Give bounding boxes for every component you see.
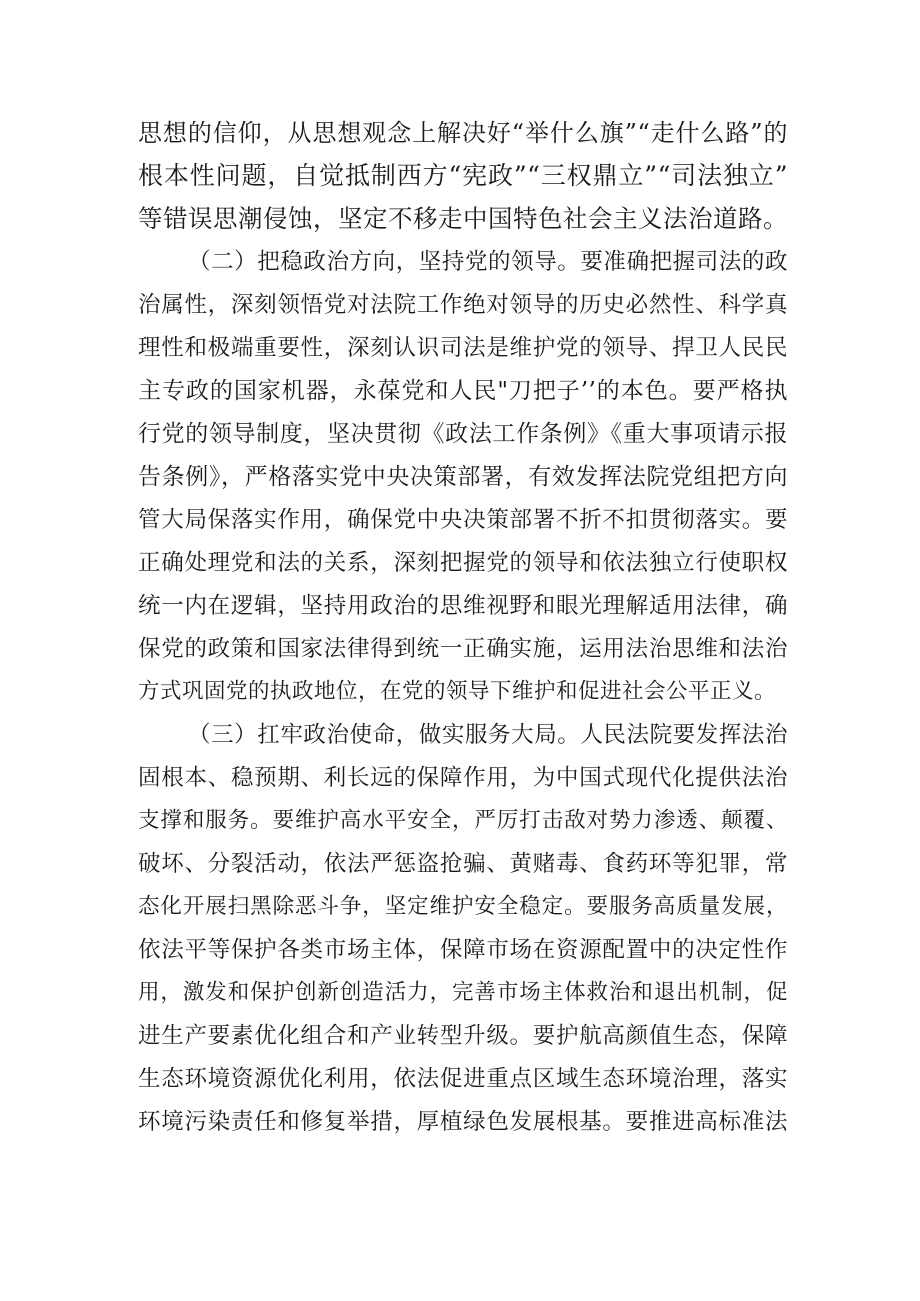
- text-line-9: 告条例》，严格落实党中央决策部署，有效发挥法院党组把方向: [138, 464, 788, 490]
- text-line-3: 等错误思潮侵蚀，坚定不移走中国特色社会主义法治道路。: [138, 204, 788, 233]
- text-line-18: 破坏、分裂活动，依法严惩盗抢骗、黄赌毒、食药环等犯罪，常: [138, 851, 788, 877]
- text-line-2: 根本性问题，自觉抵制西方“宪政”“三权鼎立”“司法独立”: [138, 161, 788, 190]
- text-line-13: 保党的政策和国家法律得到统一正确实施，运用法治思维和法治: [138, 636, 788, 662]
- text-line-21: 用，激发和保护创新创造活力，完善市场主体救治和退出机制，促: [138, 980, 788, 1005]
- text-line-5: 治属性，深刻领悟党对法院工作绝对领导的历史必然性、科学真: [138, 292, 788, 318]
- text-line-12: 统一内在逻辑，坚持用政治的思维视野和眼光理解适用法律，确: [138, 593, 788, 619]
- text-line-22: 进生产要素优化组合和产业转型升级。要护航高颜值生态，保障: [138, 1023, 788, 1049]
- text-line-17: 支撑和服务。要维护高水平安全，严厉打击敌对势力渗透、颠覆、: [138, 808, 788, 833]
- text-line-6: 理性和极端重要性，深刻认识司法是维护党的领导、捍卫人民民: [138, 335, 788, 361]
- text-line-11: 正确处理党和法的关系，深刻把握党的领导和依法独立行使职权: [138, 550, 788, 576]
- text-line-14: 方式巩固党的执政地位，在党的领导下维护和促进社会公平正义。: [138, 679, 777, 704]
- text-line-4: （二）把稳政治方向，坚持党的领导。要准确把握司法的政: [188, 249, 788, 275]
- text-line-20: 依法平等保护各类市场主体，保障市场在资源配置中的决定性作: [138, 937, 788, 963]
- text-line-24: 环境污染责任和修复举措，厚植绿色发展根基。要推进高标准法: [138, 1109, 788, 1135]
- text-line-10: 管大局保落实作用，确保党中央决策部署不折不扣贯彻落实。要: [138, 507, 788, 533]
- text-line-8: 行党的领导制度，坚决贯彻《政法工作条例》《重大事项请示报: [138, 421, 788, 447]
- text-line-15: （三）扛牢政治使命，做实服务大局。人民法院要发挥法治: [188, 722, 788, 748]
- text-line-19: 态化开展扫黑除恶斗争，坚定维护安全稳定。要服务高质量发展，: [138, 894, 788, 919]
- text-line-7: 主专政的国家机器，永葆党和人民"刀把子’’的本色。要严格执: [138, 378, 788, 404]
- text-line-23: 生态环境资源优化利用，依法促进重点区域生态环境治理，落实: [138, 1066, 788, 1092]
- text-line-1: 思想的信仰，从思想观念上解决好“举什么旗”“走什么路”的: [138, 119, 788, 147]
- text-line-16: 固根本、稳预期、利长远的保障作用，为中国式现代化提供法治: [138, 765, 788, 791]
